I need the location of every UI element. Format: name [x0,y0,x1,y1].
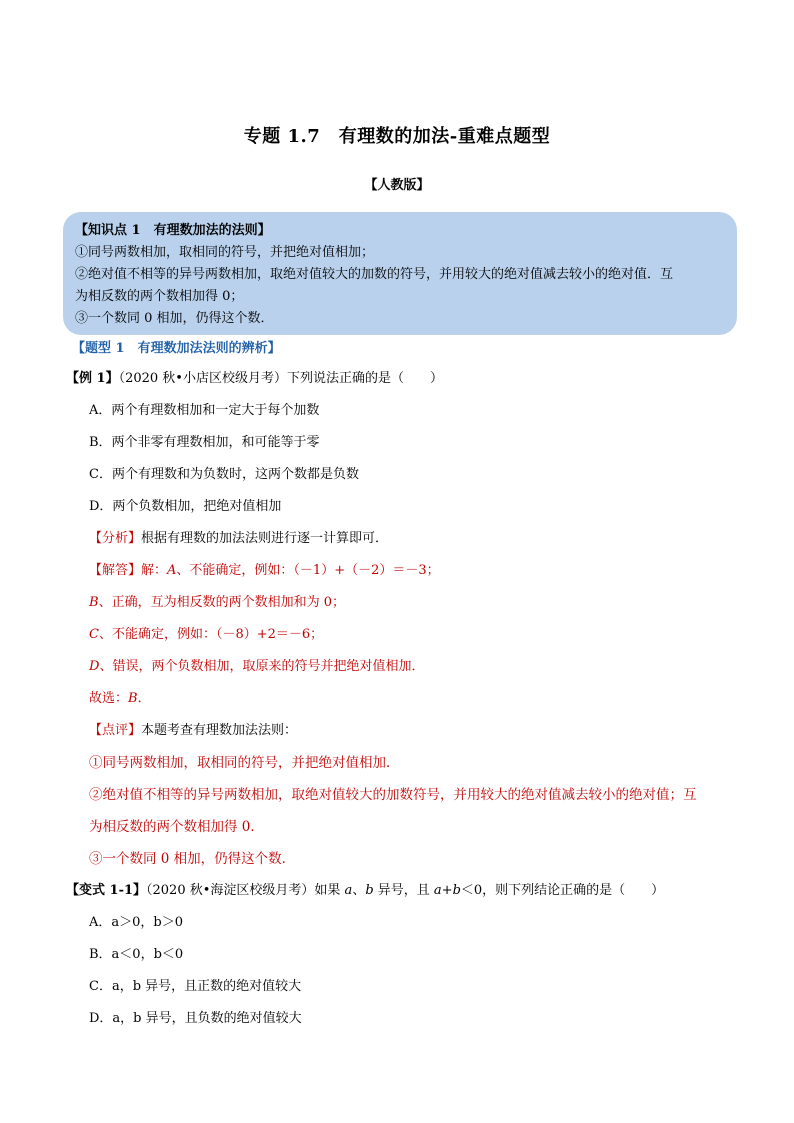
answer-a-text: 、不能确定，例如：（－1）+（－2）＝－3； [176,563,440,578]
variant-stem-pre: 如果 [314,883,345,898]
analysis-label: 【分析】 [89,531,142,546]
knowledge-box [63,212,737,335]
answer-line-a [89,562,440,580]
example-1-source: （2020 秋•小店区校级月考） [118,371,287,386]
variant-1-1-stem [66,882,664,900]
example-1-option-a: A．两个有理数相加和一定大于每个加数 [89,403,320,418]
answer-c-letter: C [89,627,99,642]
review-line [89,722,297,740]
variant-option-d: D．a，b 异号，且负数的绝对值较大 [89,1011,302,1026]
review-text: 本题考查有理数加法法则： [141,723,298,738]
answer-label: 【解答】 [89,563,142,578]
variant-stem-a: a [344,883,353,898]
example-1-option-c: C．两个有理数和为负数时，这两个数都是负数 [89,467,359,482]
analysis-text: 根据有理数的加法法则进行逐一计算即可． [141,531,389,546]
knowledge-rule-3: ③一个数同 0 相加，仍得这个数． [75,311,274,326]
example-1-label: 【例 1】 [66,371,119,386]
type1-heading: 【题型 1 有理数加法法则的辨析】 [72,341,281,356]
variant-stem-mid: 异号，且 [373,883,434,898]
variant-option-c: C．a，b 异号，且正数的绝对值较大 [89,979,302,994]
variant-stem-post: ＜0，则下列结论正确的是（ ） [460,883,665,898]
knowledge-rule-2b: 为相反数的两个数相加得 0； [75,289,244,304]
example-1-option-d: D．两个负数相加，把绝对值相加 [89,499,282,514]
example-1-question: 下列说法正确的是（ ） [286,371,443,386]
choose-prefix: 故选： [89,691,129,706]
answer-a-letter: A [167,563,177,578]
review-rule-3: ③一个数同 0 相加，仍得这个数． [89,851,296,867]
analysis-line [89,530,388,548]
answer-line-d [89,658,424,676]
page-title: 专题 1.7 有理数的加法-重难点题型 [243,126,551,147]
answer-line-b [89,594,345,612]
variant-stem-sep: 、 [352,883,366,898]
variant-option-b: B．a＜0，b＜0 [89,947,184,962]
review-rule-1: ①同号两数相加，取相同的符号，并把绝对值相加． [89,755,400,771]
variant-1-1-label: 【变式 1-1】 [66,883,147,898]
variant-stem-expr: a+b [433,883,461,898]
answer-line-c [89,626,323,644]
answer-d-letter: D [89,659,100,674]
answer-b-text: 、正确，互为相反数的两个数相加和为 0； [98,595,345,610]
variant-1-1-source: （2020 秋•海淀区校级月考） [146,883,315,898]
variant-option-a: A．a＞0，b＞0 [89,915,184,930]
review-rule-2a: ②绝对值不相等的异号两数相加，取绝对值较大的加数符号，并用较大的绝对值减去较小的绝对值；互 [89,787,697,803]
answer-c-text: 、不能确定，例如：（－8）+2＝－6； [98,627,324,642]
knowledge-rule-1: ①同号两数相加，取相同的符号，并把绝对值相加； [75,245,375,260]
answer-d-text: 、错误，两个负数相加，取原来的符号并把绝对值相加． [99,659,425,674]
choose-letter: B [128,691,138,706]
review-rule-2b: 为相反数的两个数相加得 0． [89,819,264,835]
knowledge-heading: 【知识点 1 有理数加法的法则】 [75,223,271,238]
choose-suffix: ． [137,691,151,706]
knowledge-rule-2a: ②绝对值不相等的异号两数相加，取绝对值较大的加数的符号，并用较大的绝对值减去较小的绝对值．互 [75,267,674,282]
variant-stem-b: b [365,883,374,898]
answer-b-letter: B [89,595,99,610]
edition-label: 【人教版】 [364,178,430,193]
example-1-stem [66,370,443,388]
answer-prefix: 解： [141,563,168,578]
example-1-option-b: B．两个非零有理数相加，和可能等于零 [89,435,320,450]
choose-line [89,690,151,708]
review-label: 【点评】 [89,723,142,738]
